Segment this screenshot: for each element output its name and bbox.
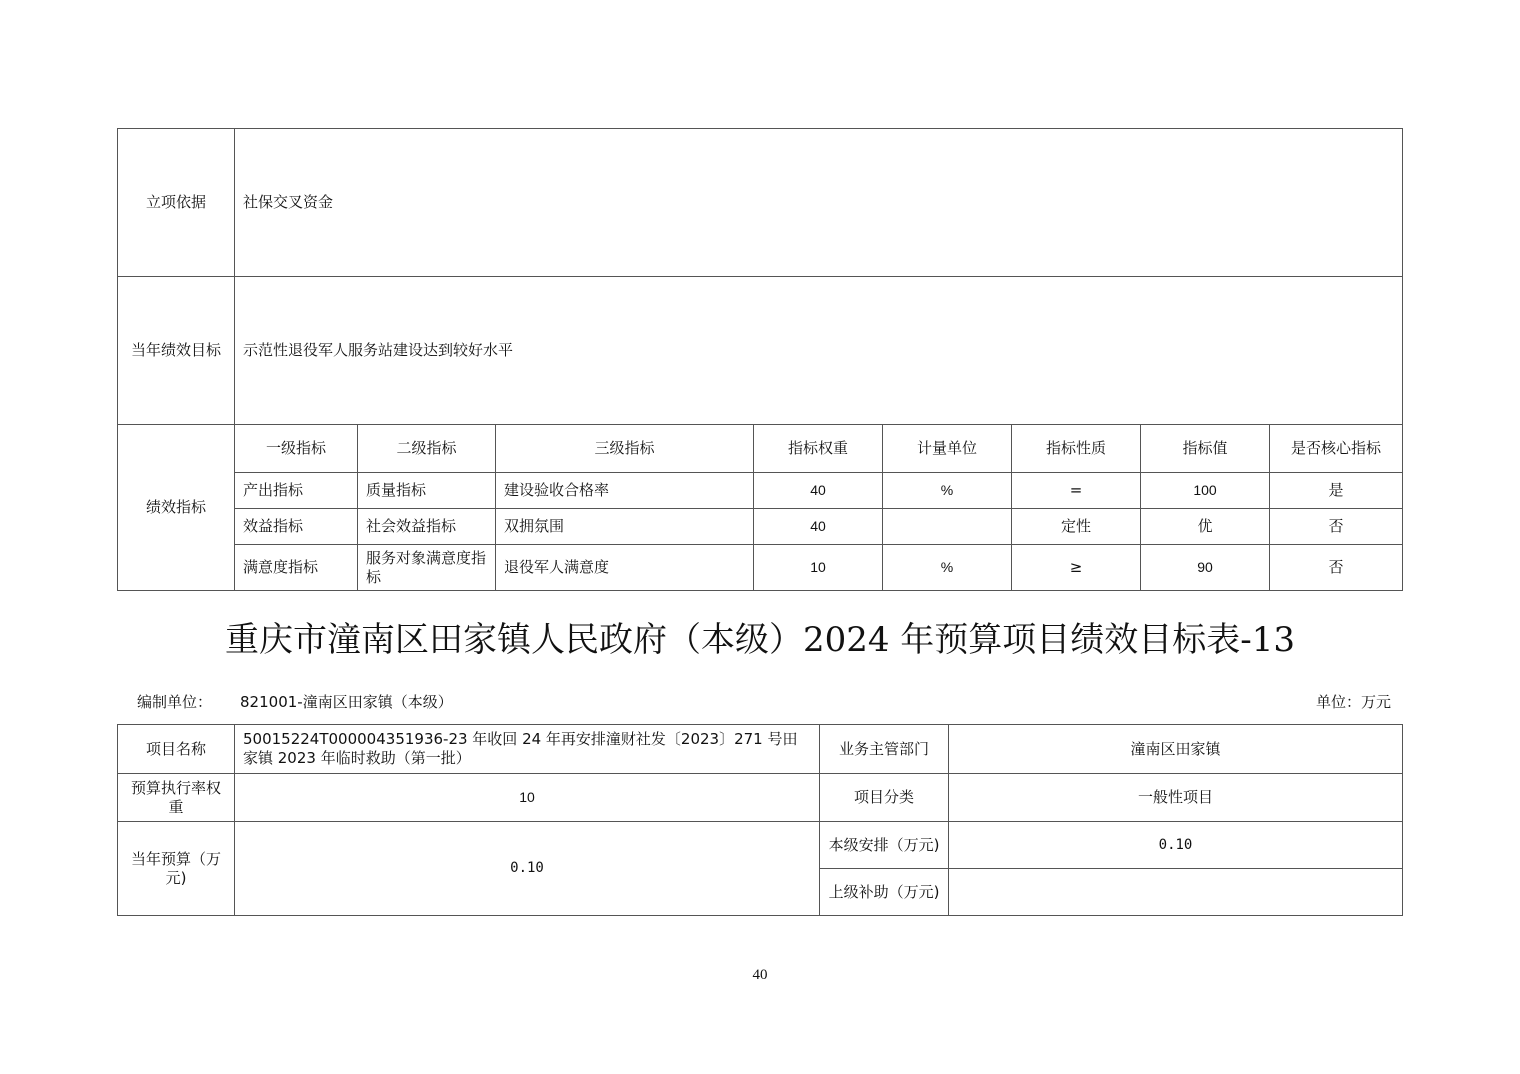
- row3-weight: 10: [754, 545, 883, 591]
- project-name-value: 50015224T000004351936-23 年收回 24 年再安排潼财社发〔2023〕271 号田家镇 2023 年临时救助（第一批）: [235, 725, 820, 774]
- row1-unit: %: [883, 473, 1012, 509]
- row1-nature: =: [1012, 473, 1141, 509]
- row2-unit: [883, 509, 1012, 545]
- basis-row: [118, 129, 1403, 277]
- project-name-row: [118, 725, 1403, 774]
- row2-value: 优: [1141, 509, 1270, 545]
- local-value: 0.10: [949, 822, 1403, 869]
- indicators-label: 绩效指标: [118, 425, 235, 591]
- org-value: 821001-潼南区田家镇（本级）: [240, 693, 453, 711]
- goal-row: [118, 277, 1403, 425]
- row2-level3: 双拥氛围: [496, 509, 754, 545]
- row1-core: 是: [1270, 473, 1403, 509]
- row2-level1: 效益指标: [235, 509, 358, 545]
- header-level1: 一级指标: [235, 425, 358, 473]
- category-label: 项目分类: [820, 774, 949, 822]
- goal-value: 示范性退役军人服务站建设达到较好水平: [235, 277, 1403, 425]
- category-value: 一般性项目: [949, 774, 1403, 822]
- header-unit: 计量单位: [883, 425, 1012, 473]
- performance-target-table-bottom: [117, 724, 1403, 916]
- unit-text: 单位：万元: [1315, 693, 1391, 711]
- header-level3: 三级指标: [496, 425, 754, 473]
- dept-value: 潼南区田家镇: [949, 725, 1403, 774]
- superior-label: 上级补助（万元): [820, 869, 949, 916]
- budget-row: [118, 822, 1403, 869]
- goal-label: 当年绩效目标: [118, 277, 235, 425]
- page-title: 重庆市潼南区田家镇人民政府（本级）2024 年预算项目绩效目标表-13: [224, 620, 1296, 660]
- project-name-label: 项目名称: [118, 725, 235, 774]
- indicator-header-row: [118, 425, 1403, 473]
- indicator-row: [118, 545, 1403, 591]
- header-weight: 指标权重: [754, 425, 883, 473]
- page-number: 40: [752, 967, 768, 983]
- row2-core: 否: [1270, 509, 1403, 545]
- row1-weight: 40: [754, 473, 883, 509]
- dept-label: 业务主管部门: [820, 725, 949, 774]
- row1-value: 100: [1141, 473, 1270, 509]
- row3-nature: ≥: [1012, 545, 1141, 591]
- row2-weight: 40: [754, 509, 883, 545]
- superior-value: [949, 869, 1403, 916]
- exec-weight-label: 预算执行率权重: [118, 774, 235, 822]
- row2-nature: 定性: [1012, 509, 1141, 545]
- row3-level3: 退役军人满意度: [496, 545, 754, 591]
- row2-level2: 社会效益指标: [358, 509, 496, 545]
- header-level2: 二级指标: [358, 425, 496, 473]
- org-label: 编制单位：: [137, 693, 213, 711]
- budget-value: 0.10: [235, 822, 820, 916]
- exec-weight-row: [118, 774, 1403, 822]
- row1-level2: 质量指标: [358, 473, 496, 509]
- exec-weight-value: 10: [235, 774, 820, 822]
- basis-value: 社保交叉资金: [235, 129, 1403, 277]
- basis-label: 立项依据: [118, 129, 235, 277]
- row1-level1: 产出指标: [235, 473, 358, 509]
- header-value: 指标值: [1141, 425, 1270, 473]
- header-nature: 指标性质: [1012, 425, 1141, 473]
- budget-label: 当年预算（万元): [118, 822, 235, 916]
- row3-level1: 满意度指标: [235, 545, 358, 591]
- local-label: 本级安排（万元): [820, 822, 949, 869]
- org-info: [137, 692, 453, 712]
- performance-target-table-top: [117, 128, 1403, 591]
- row3-level2: 服务对象满意度指标: [358, 545, 496, 591]
- indicator-row: [118, 509, 1403, 545]
- header-core: 是否核心指标: [1270, 425, 1403, 473]
- row3-unit: %: [883, 545, 1012, 591]
- row3-core: 否: [1270, 545, 1403, 591]
- row3-value: 90: [1141, 545, 1270, 591]
- indicator-row: [118, 473, 1403, 509]
- row1-level3: 建设验收合格率: [496, 473, 754, 509]
